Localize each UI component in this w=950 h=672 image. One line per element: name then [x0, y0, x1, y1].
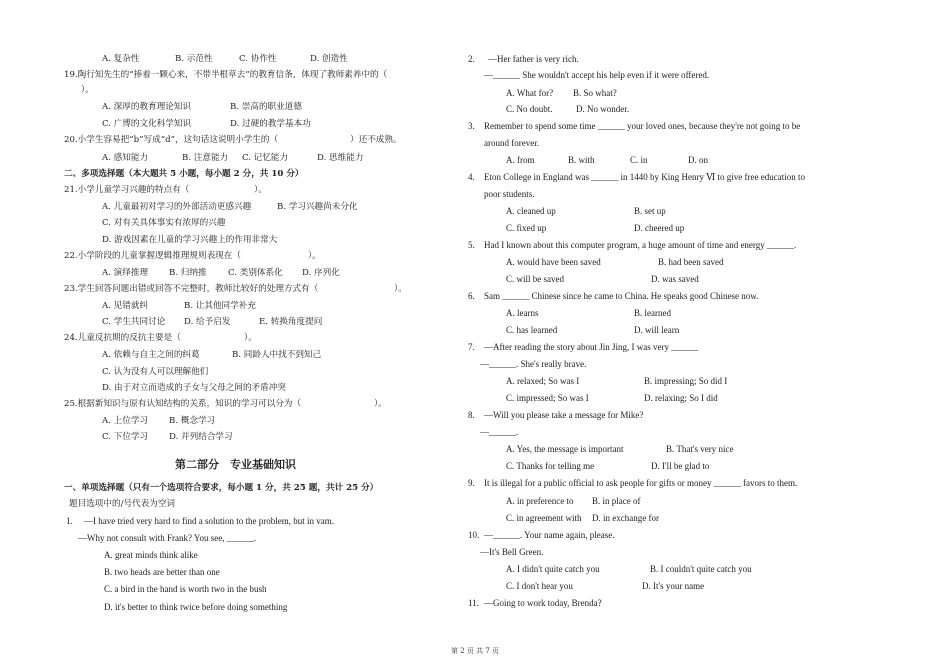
text-segment: D. 创造性: [310, 54, 348, 64]
text-segment: C. 记忆能力: [242, 153, 289, 163]
text-segment: 25.根据新知识与原有认知结构的关系，知识的学习可以分为（: [64, 399, 302, 409]
text-segment: B. 让其他同学补充: [184, 301, 256, 311]
text-segment: —______ She wouldn't accept his help even if it were offered.: [484, 70, 710, 80]
text-segment: C. No doubt.: [506, 104, 553, 114]
text-segment: —Will you please take a message for Mike?: [484, 410, 644, 420]
text-segment: D. on: [688, 155, 708, 165]
text-segment: A. 感知能力: [102, 153, 149, 163]
text-segment: C. fixed up: [506, 223, 547, 233]
text-segment: D. in exchange for: [592, 513, 659, 523]
text-segment: around forever.: [484, 138, 539, 148]
text-segment: Had I known about this computer program, a huge amount of time and energy ______.: [484, 240, 797, 250]
text-segment: A. Yes, the message is important: [506, 444, 624, 454]
text-segment: C. 协作性: [239, 54, 277, 64]
text-segment: —Her father is very rich.: [488, 54, 579, 64]
text-segment: A. 复杂性: [102, 54, 140, 64]
text-segment: ）。: [244, 333, 257, 343]
text-segment: C. a bird in the hand is worth two in the bush: [104, 584, 267, 594]
text-segment: A. 见错就纠: [102, 301, 149, 311]
text-segment: D. 并列结合学习: [169, 432, 233, 442]
text-segment: D. cheered up: [634, 223, 685, 233]
text-segment: 21.小学儿童学习兴趣的特点有（: [64, 185, 190, 195]
text-segment: D. it's better to think twice before doing something: [104, 602, 288, 612]
text-segment: D. 给予启发: [184, 317, 231, 327]
text-segment: B. 学习兴趣尚未分化: [277, 202, 358, 212]
text-segment: 5.: [468, 240, 475, 250]
text-segment: 22.小学阶段的儿童掌握逻辑推理规则表现在（: [64, 251, 241, 261]
text-segment: ）。: [394, 284, 407, 294]
text-segment: 题目选项中的/号代表为空词: [69, 499, 176, 509]
text-segment: 2.: [468, 54, 475, 64]
text-segment: D. It's your name: [642, 581, 705, 591]
text-segment: —Why not consult with Frank? You see, ______.: [78, 533, 256, 543]
text-segment: —After reading the story about Jin Jing, I was very ______: [484, 342, 699, 352]
text-segment: It is illegal for a public official to ask people for gifts or money ______ favors to them.: [484, 478, 798, 488]
text-segment: C. in agreement with: [506, 513, 582, 523]
text-segment: A. cleaned up: [506, 206, 556, 216]
text-segment: B. impressing; So did I: [644, 376, 728, 386]
text-segment: A. 上位学习: [102, 416, 149, 426]
text-segment: A. 深厚的教育理论知识: [102, 102, 192, 112]
text-segment: ）还不成熟。: [350, 135, 402, 145]
text-segment: B. 崇高的职业道德: [230, 102, 302, 112]
text-segment: 第二部分 专业基础知识: [175, 458, 296, 471]
text-segment: ）。: [308, 251, 321, 261]
text-segment: 11.: [468, 598, 479, 608]
text-segment: B. 同龄人中找不到知己: [232, 350, 322, 360]
text-segment: 9.: [468, 478, 475, 488]
text-segment: 3.: [468, 121, 475, 131]
text-segment: C. Thanks for telling me: [506, 461, 595, 471]
text-segment: —It's Bell Green.: [480, 547, 544, 557]
text-segment: A. in preference to: [506, 496, 574, 506]
text-segment: B. 注意能力: [182, 153, 229, 163]
text-segment: D. will learn: [634, 325, 680, 335]
text-segment: B. two heads are better than one: [104, 567, 220, 577]
text-segment: A. from: [506, 155, 535, 165]
text-segment: —I have tried very hard to find a solution to the problem, but in vam.: [84, 516, 334, 526]
text-segment: B. So what?: [573, 88, 617, 98]
text-segment: 23.学生回答问题出错或回答不完整时，教师比较好的处理方式有（: [64, 284, 319, 294]
text-segment: A. 演绎推理: [102, 268, 149, 278]
text-segment: D. 过硬的教学基本功: [230, 119, 311, 129]
text-segment: —Going to work today, Brenda?: [484, 598, 602, 608]
text-segment: 19.陶行知先生的“捧着一颗心来，不带半根草去”的教育信条，体现了教师素养中的（: [64, 70, 388, 80]
text-segment: 1.: [66, 516, 73, 526]
text-segment: A. I didn't quite catch you: [506, 564, 600, 574]
text-segment: B. in place of: [592, 496, 641, 506]
text-segment: —______.: [480, 427, 519, 437]
text-segment: C. 认为没有人可以理解他们: [102, 367, 209, 377]
text-segment: C. 下位学习: [102, 432, 149, 442]
text-segment: ）。: [81, 85, 94, 95]
text-segment: C. will be saved: [506, 274, 564, 284]
text-segment: A. 依赖与自主之间的纠葛: [102, 350, 200, 360]
text-segment: A. What for?: [506, 88, 554, 98]
text-segment: A. relaxed; So was I: [506, 376, 580, 386]
text-segment: D. was saved: [651, 274, 699, 284]
text-segment: 一、单项选择题（只有一个选项符合要求，每小题 1 分，共 25 题，共计 25 分）: [64, 483, 379, 493]
text-segment: D. No wonder.: [576, 104, 629, 114]
text-segment: 7.: [468, 342, 475, 352]
text-segment: D. relaxing; So I did: [644, 393, 718, 403]
text-segment: ）。: [254, 185, 267, 195]
text-segment: 20.小学生容易把“b”写成“d”，这句话这说明小学生的（: [64, 135, 279, 145]
text-segment: C. 对有关具体事实有浓厚的兴趣: [102, 218, 226, 228]
text-segment: B. had been saved: [658, 257, 724, 267]
text-segment: —______. Your name again, please.: [484, 530, 615, 540]
text-segment: C. 广博的文化科学知识: [102, 119, 192, 129]
text-segment: 24.儿童反抗期的反抗主要是（: [64, 333, 181, 343]
text-segment: Sam ______ Chinese since he came to China. He speaks good Chinese now.: [484, 291, 759, 301]
text-segment: D. I'll be glad to: [651, 461, 710, 471]
text-segment: C. has learned: [506, 325, 558, 335]
text-segment: A. great minds think alike: [104, 550, 198, 560]
text-segment: 4.: [468, 172, 475, 182]
text-segment: 10.: [468, 530, 480, 540]
text-segment: A. would have been saved: [506, 257, 601, 267]
text-segment: D. 由于对立而造成的子女与父母之间的矛盾冲突: [102, 383, 286, 393]
text-segment: 8.: [468, 410, 475, 420]
text-segment: Eton College in England was ______ in 1440 by King Henry Ⅵ to give free education to: [484, 172, 805, 182]
text-segment: —______. She's really brave.: [480, 359, 587, 369]
text-segment: E. 转换角度提问: [259, 317, 323, 327]
text-segment: poor students.: [484, 189, 535, 199]
text-segment: C. impressed; So was I: [506, 393, 589, 403]
text-segment: C. in: [630, 155, 648, 165]
text-segment: B. 归纳推: [169, 268, 207, 278]
text-segment: B. 概念学习: [169, 416, 216, 426]
text-segment: C. 类别体系化: [228, 268, 283, 278]
text-segment: B. with: [568, 155, 595, 165]
text-segment: B. I couldn't quite catch you: [650, 564, 752, 574]
text-segment: C. I don't hear you: [506, 581, 573, 591]
text-segment: 6.: [468, 291, 475, 301]
text-segment: A. 儿童最初对学习的外部活动更感兴趣: [102, 202, 252, 212]
text-segment: B. set up: [634, 206, 666, 216]
text-segment: Remember to spend some time ______ your loved ones, because they're not going to be: [484, 121, 801, 131]
text-segment: B. That's very nice: [666, 444, 734, 454]
text-segment: D. 序列化: [302, 268, 340, 278]
text-segment: D. 思维能力: [317, 153, 364, 163]
text-segment: B. 示范性: [175, 54, 213, 64]
text-segment: A. learns: [506, 308, 539, 318]
text-segment: 二、多项选择题（本大题共 5 小题，每小题 2 分，共 10 分）: [64, 169, 304, 179]
text-segment: ）。: [374, 399, 387, 409]
text-segment: B. learned: [634, 308, 671, 318]
text-segment: C. 学生共同讨论: [102, 317, 166, 327]
page-footer: 第 2 页 共 7 页: [450, 647, 500, 655]
text-segment: D. 游戏因素在儿童的学习兴趣上的作用非常大: [102, 235, 278, 245]
